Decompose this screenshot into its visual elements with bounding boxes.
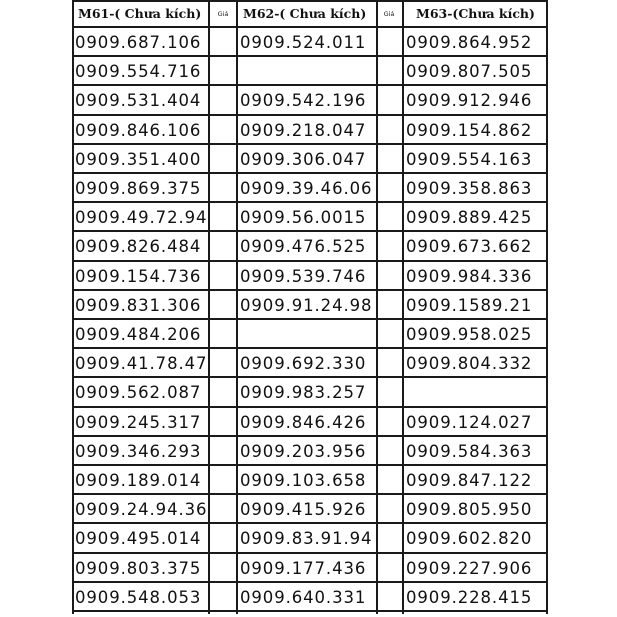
phone-number-cell: 0909.154.736	[75, 266, 202, 286]
phone-number-cell: 0909.912.946	[406, 91, 533, 111]
phone-number-cell: 0909.476.525	[240, 237, 367, 257]
phone-number-cell: 0909.218.047	[240, 120, 367, 140]
phone-number-cell: 0909.673.662	[406, 237, 533, 257]
phone-number-cell: 0909.846.426	[240, 412, 367, 432]
phone-number-cell: 0909.687.106	[75, 33, 202, 52]
phone-number-cell: 0909.245.317	[75, 412, 202, 432]
phone-number-cell: 0909.826.484	[75, 237, 202, 257]
phone-number-cell: 0909.807.505	[406, 62, 533, 82]
column-header-m63: M63-(Chưa kích)	[416, 6, 535, 21]
price-header-2: Giá	[383, 10, 395, 18]
column-header-m62: M62-( Chưa kích)	[243, 6, 367, 21]
phone-number-cell: 0909.228.415	[406, 587, 533, 607]
phone-number-cell: 0909.351.400	[75, 149, 202, 169]
phone-number-cell: 0909.495.014	[75, 529, 202, 549]
phone-number-cell: 0909.124.027	[406, 412, 533, 432]
phone-number-cell: 0909.983.257	[240, 383, 367, 403]
phone-number-cell: 0909.640.331	[240, 587, 367, 607]
phone-number-cell: 0909.804.332	[406, 354, 533, 374]
phone-number-cell: 0909.958.025	[406, 325, 533, 344]
phone-number-cell: 0909.415.926	[240, 500, 367, 520]
phone-number-cell: 0909.103.658	[240, 471, 367, 490]
phone-number-cell: 0909.484.206	[75, 325, 202, 344]
phone-number-cell: 0909.805.950	[406, 500, 533, 520]
phone-number-cell: 0909.49.72.94	[75, 208, 208, 228]
column-header-m61: M61-( Chưa kích)	[78, 6, 202, 21]
phone-number-cell: 0909.189.014	[75, 471, 202, 490]
phone-number-cell: 0909.562.087	[75, 383, 202, 403]
phone-number-cell: 0909.154.862	[406, 120, 533, 140]
phone-number-cell: 0909.531.404	[75, 91, 202, 111]
phone-number-cell: 0909.56.0015	[240, 208, 367, 228]
phone-number-cell: 0909.864.952	[406, 33, 533, 52]
phone-number-cell: 0909.602.820	[406, 529, 533, 549]
phone-number-cell: 0909.41.78.47	[75, 354, 208, 374]
phone-number-cell: 0909.584.363	[406, 441, 533, 461]
phone-number-cell: 0909.889.425	[406, 208, 533, 228]
phone-number-cell: 0909.346.293	[75, 441, 202, 461]
phone-number-cell: 0909.24.94.36	[75, 500, 208, 520]
phone-number-cell: 0909.203.956	[240, 441, 367, 461]
phone-number-cell: 0909.846.106	[75, 120, 202, 140]
phone-number-cell: 0909.984.336	[406, 266, 533, 286]
phone-number-cell: 0909.539.746	[240, 266, 367, 286]
phone-number-cell: 0909.358.863	[406, 179, 533, 198]
phone-number-cell: 0909.554.716	[75, 62, 202, 82]
phone-number-cell: 0909.692.330	[240, 354, 367, 374]
phone-number-cell: 0909.542.196	[240, 91, 367, 111]
price-header-1: Giá	[217, 10, 229, 18]
phone-number-cell: 0909.91.24.98	[240, 295, 373, 315]
phone-number-cell: 0909.227.906	[406, 558, 533, 578]
phone-number-cell: 0909.306.047	[240, 149, 367, 169]
phone-number-cell: 0909.177.436	[240, 558, 367, 578]
phone-number-cell: 0909.831.306	[75, 295, 202, 315]
phone-number-cell: 0909.803.375	[75, 558, 202, 578]
phone-number-cell: 0909.39.46.06	[240, 179, 373, 198]
phone-number-cell: 0909.1589.21	[406, 295, 533, 315]
phone-number-cell: 0909.869.375	[75, 179, 202, 198]
phone-number-cell: 0909.847.122	[406, 471, 533, 490]
phone-number-cell: 0909.554.163	[406, 149, 533, 169]
phone-number-cell: 0909.524.011	[240, 33, 367, 52]
phone-number-cell: 0909.83.91.94	[240, 529, 373, 549]
phone-number-cell: 0909.548.053	[75, 587, 202, 607]
